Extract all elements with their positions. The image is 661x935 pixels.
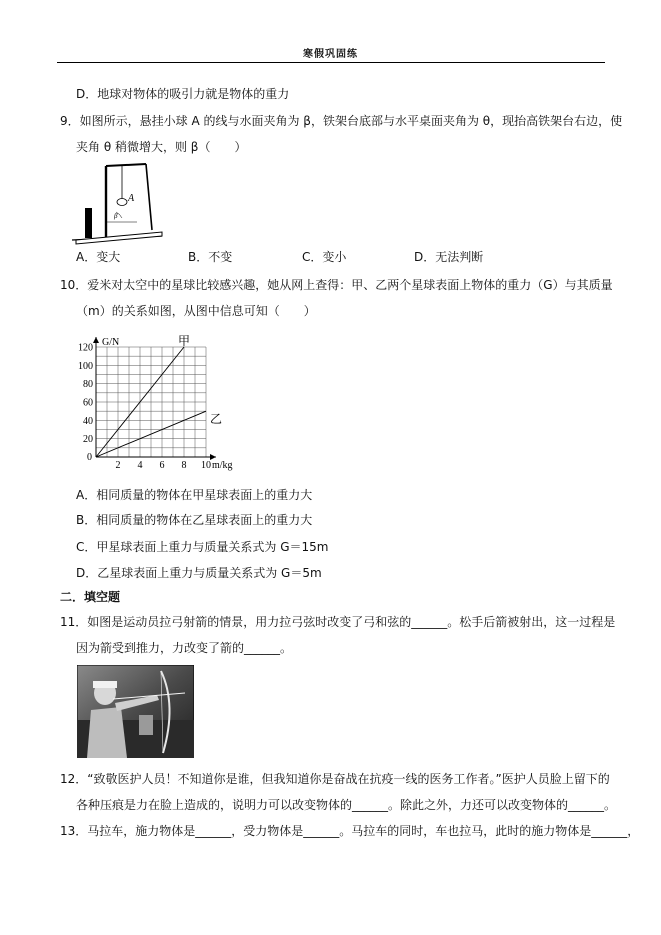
page-header: 寒假巩固练 [303, 49, 358, 60]
series-label-2: 乙 [210, 412, 223, 427]
y-tick-label: 40 [83, 415, 93, 427]
q12-stem-line1: 12．“致敬医护人员！不知道你是谁，但我知道你是奋战在抗疫一线的医务工作者。”医护人员脸上留下的 [60, 772, 610, 786]
y-axis-arrow-icon [93, 337, 99, 343]
q11-stem-line1: 11．如图是运动员拉弓射箭的情景，用力拉弓弦时改变了弓和弦的______。松手后箭被射出，这一过程是 [60, 615, 616, 629]
q9-figure-iron-stand [72, 160, 167, 245]
label-beta: β [114, 212, 118, 220]
q9-option-b: B．不变 [188, 250, 233, 264]
archer-body-icon [87, 707, 127, 758]
x-tick-label: 2 [115, 460, 121, 471]
chart-ticks [78, 343, 211, 472]
y-tick-label: 120 [78, 342, 93, 354]
ball-a-icon [117, 199, 127, 206]
q9-stem-line1: 9．如图所示，悬挂小球 A 的线与水面夹角为 β，铁架台底部与水平桌面夹角为 θ，现抬高铁架台右边，使 [60, 114, 623, 128]
q11-archer-photo [77, 665, 194, 758]
chart-y-axis-label: G/N [102, 337, 120, 348]
archer-cap [93, 681, 117, 688]
chart-x-axis-label: m/kg [212, 460, 233, 471]
y-tick-label: 80 [83, 379, 93, 391]
stand-arm [106, 164, 146, 166]
q10-option-d: D．乙星球表面上重力与质量关系式为 G＝5m [76, 566, 322, 580]
q13-stem-line1: 13．马拉车，施力物体是______，受力物体是______。马拉车的同时，车也拉马，此时的施力物体是______， [60, 824, 640, 838]
q8-option-d: D．地球对物体的吸引力就是物体的重力 [76, 87, 290, 101]
q10-option-c: C．甲星球表面上重力与质量关系式为 G＝15m [76, 540, 329, 554]
y-tick-label: 100 [78, 360, 93, 372]
stand-side [146, 164, 152, 230]
label-a: A [128, 193, 135, 204]
q11-stem-line2: 因为箭受到推力，力改变了箭的______。 [76, 641, 293, 655]
y-tick-label: 20 [83, 434, 93, 446]
header-rule [57, 62, 605, 63]
q9-option-d: D．无法判断 [414, 250, 484, 264]
q12-stem-line2: 各种压痕是力在脸上造成的，说明力可以改变物体的______。除此之外，力还可以改变物体的______。 [76, 798, 617, 812]
x-tick-label: 6 [159, 460, 165, 471]
cup-icon [85, 208, 92, 238]
x-tick-label: 10 [201, 460, 211, 471]
bow-stabilizer [139, 715, 153, 735]
chart-grid [96, 347, 206, 457]
y-tick-label: 60 [83, 397, 93, 409]
section-2-title: 二．填空题 [60, 590, 121, 604]
q10-option-b: B．相同质量的物体在乙星球表面上的重力大 [76, 513, 313, 527]
q10-stem-line2: （m）的关系如图，从图中信息可知（ ） [76, 304, 316, 318]
q10-gravity-mass-chart [62, 330, 252, 475]
q10-option-a: A．相同质量的物体在甲星球表面上的重力大 [76, 488, 313, 502]
q9-stem-line2: 夹角 θ 稍微增大，则 β（ ） [76, 140, 247, 154]
chart-origin-label: 0 [87, 452, 92, 463]
q10-stem-line1: 10．爱米对太空中的星球比较感兴趣，她从网上查得：甲、乙两个星球表面上物体的重力（G）与其质量 [60, 278, 613, 292]
chart-axes [93, 337, 216, 460]
x-tick-label: 4 [137, 460, 143, 471]
x-tick-label: 8 [181, 460, 187, 471]
q9-option-c: C．变小 [302, 250, 347, 264]
q9-option-a: A．变大 [76, 250, 121, 264]
series-label-1: 甲 [178, 334, 191, 348]
